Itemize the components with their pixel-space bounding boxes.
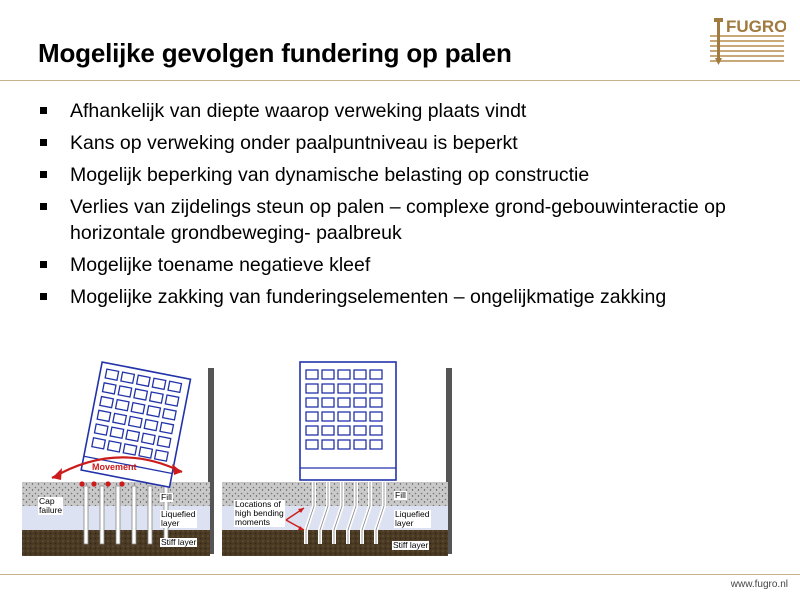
cap-failure-diagram [22,360,218,560]
fugro-logo [708,8,786,66]
stiff-layer-label: Stiff layer [161,537,197,547]
liquefied-layer-label [394,510,431,528]
cap-failure-line2: failure [39,505,63,515]
liquefied-line1: Liquefied [395,509,430,519]
title-divider [0,80,800,81]
stiff-layer-label: Stiff layer [393,540,429,550]
slide-title: Mogelijke gevolgen fundering op palen [38,38,512,68]
movement-label: Movement [92,462,137,472]
bullet-item: Mogelijke zakking van funderingselementen – ongelijkmatige zakking [38,284,738,310]
liquefied-line2: layer [161,518,180,528]
footer-divider [0,574,800,575]
bullet-item: Mogelijk beperking van dynamische belasting op constructie [38,162,738,188]
fugro-logo-icon [708,8,786,66]
logo-text: FUGRO [726,17,786,36]
locations-line3: moments [235,517,270,527]
bullet-item: Verlies van zijdelings steun op palen – complexe grond-gebouwinteractie op horizontale grondbeweging- paalbreuk [38,194,738,246]
liquefied-line2: layer [395,518,414,528]
bullet-list [38,98,738,316]
cap-failure-label [38,497,63,515]
bending-moments-diagram [222,360,456,560]
figure-bending-moments [222,360,456,560]
fill-label: Fill [395,490,406,500]
bending-moments-label [234,500,285,527]
locations-line2: high bending [235,508,284,518]
figure-cap-failure [22,360,218,560]
cap-failure-line1: Cap [39,496,55,506]
bullet-item: Kans op verweking onder paalpuntniveau is beperkt [38,130,738,156]
liquefied-line1: Liquefied [161,509,196,519]
website-url: www.fugro.nl [730,579,788,590]
liquefied-layer-label [160,510,197,528]
bullet-item: Mogelijke toename negatieve kleef [38,252,738,278]
locations-line1: Locations of [235,499,281,509]
fill-label: Fill [161,492,172,502]
bullet-item: Afhankelijk van diepte waarop verweking plaats vindt [38,98,738,124]
